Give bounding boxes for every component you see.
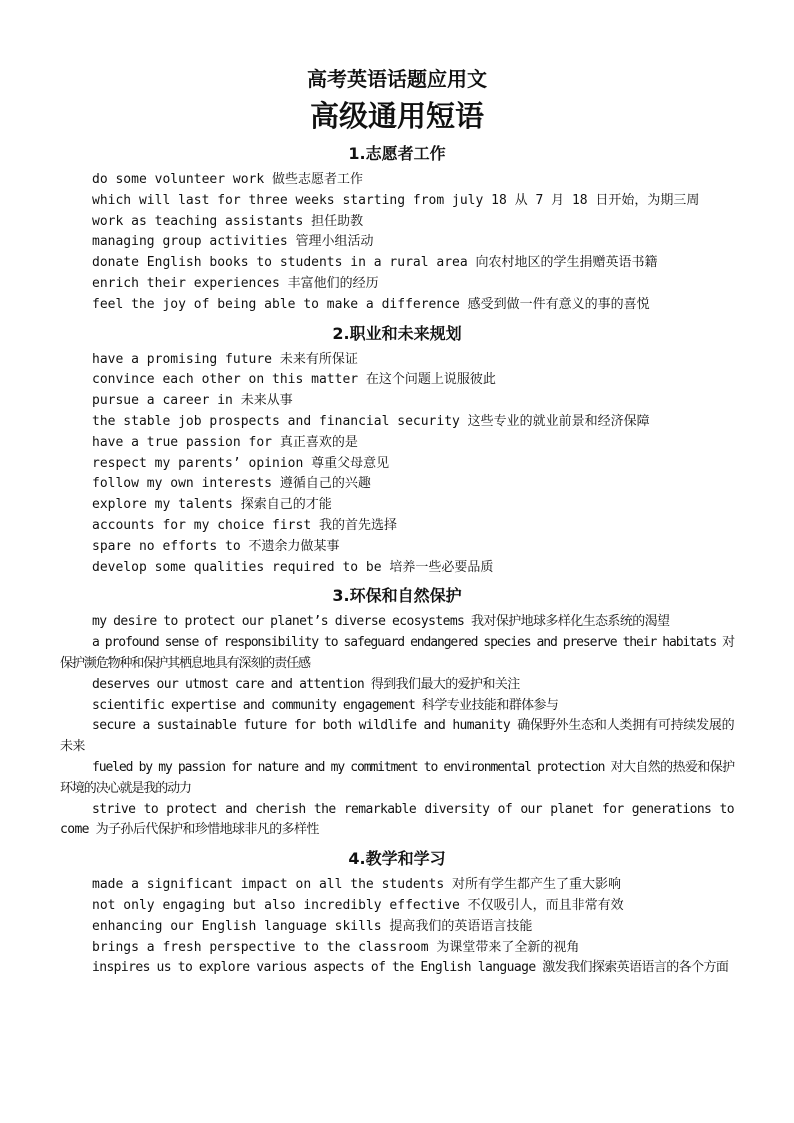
phrase-item: develop some qualities required to be 培养一些必要品质 xyxy=(92,559,494,575)
phrase-item: respect my parents’ opinion 尊重父母意见 xyxy=(92,455,390,471)
section-career-planning xyxy=(60,320,734,579)
phrase-item: managing group activities 管理小组活动 xyxy=(92,234,374,250)
phrase-item: convince each other on this matter 在这个问题上说服彼此 xyxy=(92,372,496,388)
phrase-item: spare no efforts to 不遗余力做某事 xyxy=(92,538,340,554)
phrase-item: brings a fresh perspective to the classroom 为课堂带来了全新的视角 xyxy=(92,939,580,955)
phrase-item: follow my own interests 遵循自己的兴趣 xyxy=(92,476,371,492)
section-volunteer-work xyxy=(60,140,734,316)
section-heading: 3.环保和自然保护 xyxy=(332,586,462,606)
phrase-item: fueled by my passion for nature and my commitment to environmental protection 对大自然的热爱和保护环境的决心就是我的动力 xyxy=(60,759,734,796)
document-subtitle: 高级通用短语 xyxy=(309,99,484,133)
section-teaching-learning xyxy=(60,845,734,979)
phrase-item: strive to protect and cherish the remarkable diversity of our planet for generations to come 为子孙后代保护和珍惜地球非凡的多样性 xyxy=(60,801,734,838)
phrase-item: enrich their experiences 丰富他们的经历 xyxy=(92,275,379,291)
phrase-item: feel the joy of being able to make a difference 感受到做一件有意义的事的喜悦 xyxy=(92,296,650,312)
phrase-item: deserves our utmost care and attention 得到我们最大的爱护和关注 xyxy=(92,676,520,692)
phrase-item: have a true passion for 真正喜欢的是 xyxy=(92,434,358,450)
section-environmental-protection xyxy=(60,582,734,841)
section-heading: 2.职业和未来规划 xyxy=(332,323,462,343)
phrase-item: which will last for three weeks starting from july 18 从 7 月 18 日开始，为期三周 xyxy=(92,192,700,208)
phrase-item: have a promising future 未来有所保证 xyxy=(92,351,358,367)
phrase-item: scientific expertise and community engagement 科学专业技能和群体参与 xyxy=(92,697,559,713)
phrase-item: do some volunteer work 做些志愿者工作 xyxy=(92,172,364,187)
phrase-item: inspires us to explore various aspects of the English language 激发我们探索英语语言的各个方面 xyxy=(92,960,729,976)
phrase-item: accounts for my choice first 我的首先选择 xyxy=(92,517,397,533)
phrase-item: secure a sustainable future for both wildlife and humanity 确保野外生态和人类拥有可持续发展的未来 xyxy=(60,718,734,755)
phrase-item: pursue a career in 未来从事 xyxy=(92,393,293,409)
document-title: 高考英语话题应用文 xyxy=(307,67,487,91)
document-page xyxy=(60,64,734,983)
phrase-item: the stable job prospects and financial security 这些专业的就业前景和经济保障 xyxy=(92,413,650,429)
phrase-item: my desire to protect our planet’s diverse ecosystems 我对保护地球多样化生态系统的渴望 xyxy=(92,614,670,630)
phrase-item: donate English books to students in a rural area 向农村地区的学生捐赠英语书籍 xyxy=(92,255,658,271)
section-heading: 1.志愿者工作 xyxy=(348,144,446,163)
phrase-item: not only engaging but also incredibly effective 不仅吸引人，而且非常有效 xyxy=(92,897,624,913)
phrase-item: explore my talents 探索自己的才能 xyxy=(92,497,332,513)
phrase-item: a profound sense of responsibility to safeguard endangered species and preserve their habitats 对保护濒危物种和保护其栖息地具有深刻的责任感 xyxy=(60,635,734,671)
phrase-item: work as teaching assistants 担任助教 xyxy=(92,213,364,229)
section-heading: 4.教学和学习 xyxy=(348,849,446,869)
phrase-item: enhancing our English language skills 提高我们的英语语言技能 xyxy=(92,918,533,934)
phrase-item: made a significant impact on all the students 对所有学生都产生了重大影响 xyxy=(92,877,622,893)
